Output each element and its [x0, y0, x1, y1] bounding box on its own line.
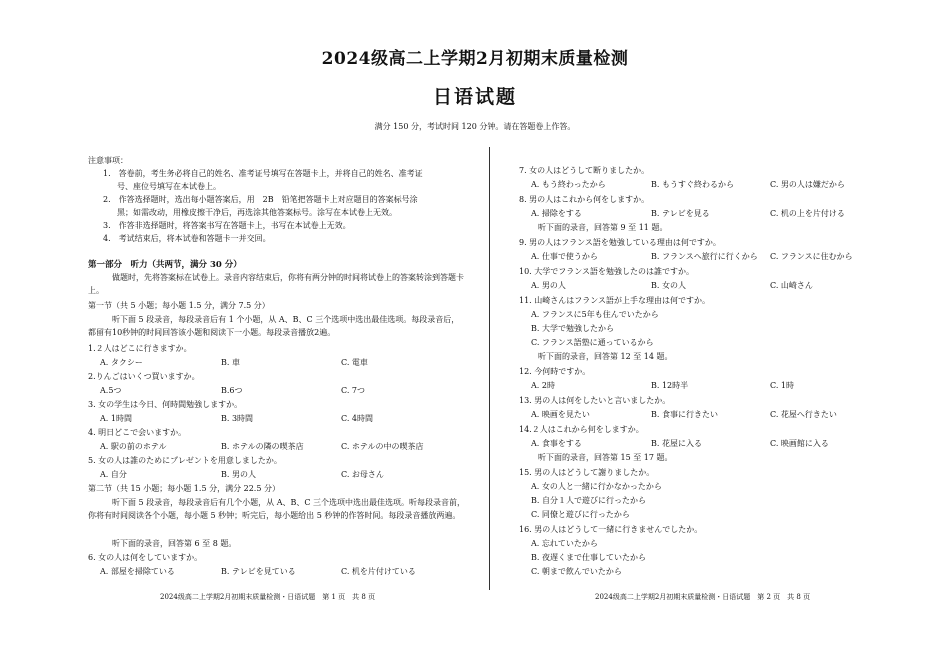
option-b: B. 食事に行きたい — [651, 410, 718, 419]
subject-title: 日语试题 — [432, 86, 517, 108]
option-c: C. 花屋へ行きたい — [770, 410, 837, 419]
question: 11. 山崎さんはフランス語が上手な理由は何ですか。 — [519, 296, 711, 305]
option-a: A. 自分 — [100, 470, 127, 479]
option-a: A. 女の人と一緒に行かなかったから — [531, 482, 662, 491]
option-a: A. 忘れていたから — [531, 539, 598, 548]
question: 10. 大学でフランス語を勉強したのは誰ですか。 — [519, 267, 695, 276]
option-c: C. フランスに住むから — [770, 252, 853, 261]
part1-intro: 做题时，先将答案标在试卷上。录音内容结束后，你将有两分钟的时间将试卷上的答案转涂到答题卡上。 — [88, 273, 464, 295]
instruction-line: 黑；如需改动，用橡皮擦干净后，再选涂其他答案标号。涂写在本试卷上无效。 — [117, 208, 397, 217]
option-c: C. 4時間 — [341, 414, 374, 423]
option-a: A. 男の人 — [531, 281, 566, 290]
question: 4. 明日どこで会いますか。 — [88, 428, 187, 437]
question: 13. 男の人は何をしたいと言いましたか。 — [519, 396, 671, 405]
page-footer-right: 2024级高二上学期2月初期末质量检测・日语试题 第 2 页 共 8 页 — [595, 593, 811, 601]
option-b: B.6つ — [221, 386, 243, 395]
instructions-heading: 注意事项： — [88, 156, 128, 165]
question: 5. 女の人は誰のためにプレゼントを用意しましたか。 — [88, 456, 282, 465]
option-b: B. テレビを見る — [651, 209, 710, 218]
section1-desc: 听下面 5 段录音，每段录音后有 1 个小题，从 A、B、C 三个选项中选出最佳选项。每段录音后，都留有10秒钟的时间回答该小题和阅读下一小题。每段录音播放2遍。 — [88, 315, 460, 337]
option-b: B. テレビを見ている — [221, 567, 296, 576]
section1-heading: 第一节（共 5 小题；每小题 1.5 分，满分 7.5 分） — [88, 301, 270, 310]
question: 2.りんごはいくつ買いますか。 — [88, 372, 200, 381]
option-a: A. 駅の前のホテル — [100, 442, 167, 451]
question: 16. 男の人はどうして一緒に行きませんでしたか。 — [519, 525, 703, 534]
option-c: C. 映画館に入る — [770, 439, 829, 448]
option-a: A. フランスに5年も住んでいたから — [531, 310, 659, 319]
question: 6. 女の人は何をしていますか。 — [88, 553, 203, 562]
option-b: B. 女の人 — [651, 281, 686, 290]
section-hint: 听下面的录音，回答第 9 至 11 题。 — [538, 223, 668, 232]
section-hint: 听下面的录音，回答第 6 至 8 题。 — [112, 539, 237, 548]
option-a: A. タクシー — [100, 358, 143, 367]
option-c: C. 7つ — [341, 386, 366, 395]
section2-desc: 听下面 5 段录音，每段录音后有几个小题，从 A、B、C 三个选项中选出最佳选项。听每段录音前，你将有时间阅读各个小题，每小题 5 秒钟；听完后，每小题给出 5 秒钟的作答时间。每段录音播放两遍。 — [88, 498, 466, 520]
question: 7. 女の人はどうして断りましたか。 — [519, 166, 650, 175]
option-b: B. フランスへ旅行に行くから — [651, 252, 758, 261]
option-b: B. 車 — [221, 358, 240, 367]
option-a: A. 掃除をする — [531, 209, 582, 218]
option-b: B. ホテルの隣の喫茶店 — [221, 442, 304, 451]
option-b: B. 花屋に入る — [651, 439, 702, 448]
score-note: 满分 150 分，考试时间 120 分钟。请在答题卷上作答。 — [374, 122, 576, 131]
question: 9. 男の人はフランス語を勉強している理由は何ですか。 — [519, 238, 721, 247]
option-a: A.5つ — [100, 386, 122, 395]
option-b: B. もうすぐ終わるから — [651, 180, 734, 189]
instruction-line: 号、座位号填写在本试卷上。 — [117, 182, 221, 191]
question: 12. 今何時ですか。 — [519, 367, 591, 376]
option-a: A. 1時間 — [100, 414, 132, 423]
option-a: A. 映画を見たい — [531, 410, 590, 419]
section2-heading: 第二节（共 15 小题；每小题 1.5 分，满分 22.5 分） — [88, 484, 280, 493]
section-hint: 听下面的录音，回答第 12 至 14 题。 — [538, 352, 673, 361]
page-footer-left: 2024级高二上学期2月初期末质量检测・日语试题 第 1 页 共 8 页 — [160, 593, 376, 601]
section-hint: 听下面的录音，回答第 15 至 17 题。 — [538, 453, 673, 462]
option-c: C. 同僚と遊びに行ったから — [531, 510, 630, 519]
option-a: A. 部屋を掃除ている — [100, 567, 175, 576]
instruction-line: 4. 考试结束后，将本试卷和答题卡一并交回。 — [103, 234, 271, 243]
part1-heading: 第一部分 听力（共两节，满分 30 分） — [88, 260, 242, 270]
option-b: B. 大学で勉強したから — [531, 324, 614, 333]
option-c: C. 1時 — [770, 381, 795, 390]
column-divider — [489, 147, 490, 590]
option-c: C. お母さん — [341, 470, 384, 479]
option-a: A. 仕事で使うから — [531, 252, 598, 261]
question: 8. 男の人はこれから何をしますか。 — [519, 195, 650, 204]
option-c: C. フランス語塾に通っているから — [531, 338, 654, 347]
option-a: A. 食事をする — [531, 439, 582, 448]
option-b: B. 男の人 — [221, 470, 256, 479]
instruction-line: 1. 答卷前，考生务必将自己的姓名、准考证号填写在答题卡上，并将自己的姓名、准考证 — [103, 169, 423, 178]
question: 1.２人はどこに行きますか。 — [88, 344, 192, 353]
option-c: C. ホテルの中の喫茶店 — [341, 442, 424, 451]
exam-title: 2024级高二上学期2月初期末质量检测 — [321, 49, 629, 69]
question: 3. 女の学生は今日、何時間勉強しますか。 — [88, 400, 243, 409]
instruction-line: 2. 作答选择题时，选出每小题答案后，用 2B 铅笔把答题卡上对应题目的答案标号涂 — [103, 195, 418, 204]
option-a: A. もう終わったから — [531, 180, 606, 189]
option-b: B. 3時間 — [221, 414, 254, 423]
option-a: A. 2時 — [531, 381, 555, 390]
option-b: B. 自分１人で遊びに行ったから — [531, 496, 646, 505]
option-c: C. 山崎さん — [770, 281, 813, 290]
option-c: C. 机の上を片付ける — [770, 209, 845, 218]
option-c: C. 朝まで飲んでいたから — [531, 567, 622, 576]
question: 14.２人はこれから何をしますか。 — [519, 425, 644, 434]
option-c: C. 机を片付けている — [341, 567, 416, 576]
option-c: C. 電車 — [341, 358, 368, 367]
instruction-line: 3. 作答非选择题时，将答案书写在答题卡上，书写在本试卷上无效。 — [103, 221, 351, 230]
option-b: B. 夜遅くまで仕事していたから — [531, 553, 646, 562]
option-c: C. 男の人は嫌だから — [770, 180, 845, 189]
option-b: B. 12時半 — [651, 381, 689, 390]
question: 15. 男の人はどうして謝りましたか。 — [519, 468, 655, 477]
